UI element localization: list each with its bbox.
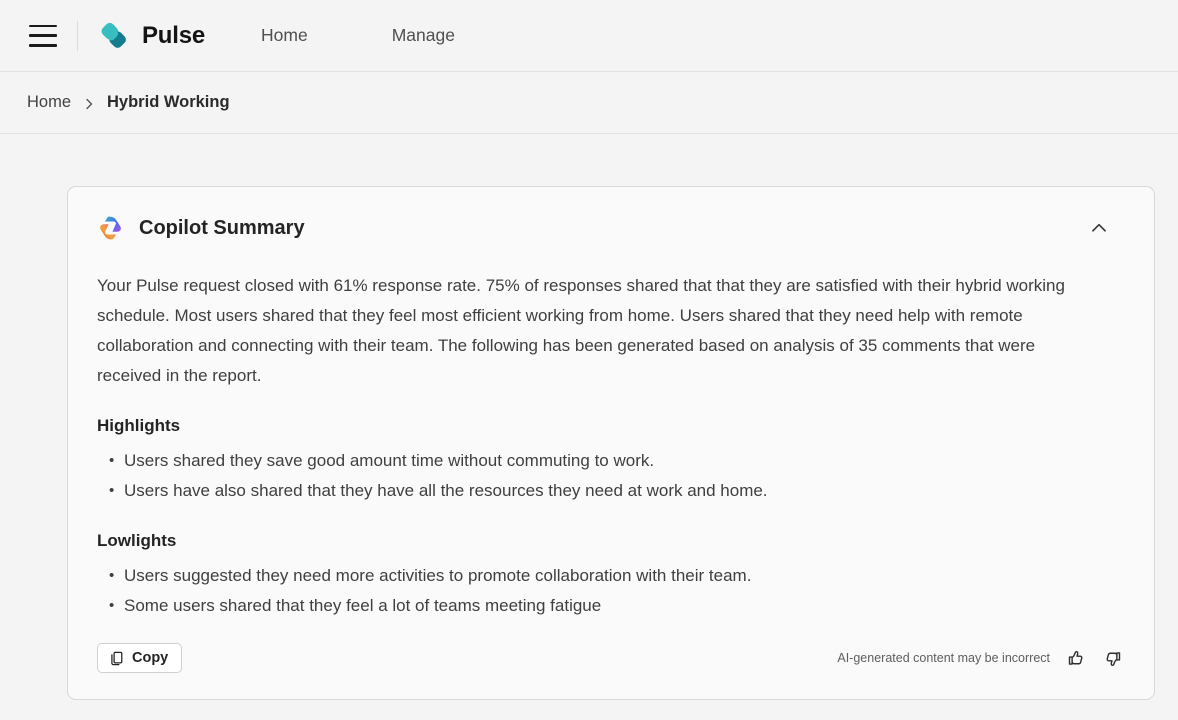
breadcrumb-home[interactable]: Home xyxy=(27,93,72,111)
copy-button-label: Copy xyxy=(132,650,169,666)
collapse-button[interactable] xyxy=(1082,211,1116,245)
thumbs-down-button[interactable] xyxy=(1098,644,1126,672)
chevron-up-icon xyxy=(1088,217,1110,239)
app-logo[interactable] xyxy=(96,18,205,54)
app-name: Pulse xyxy=(142,21,206,49)
topbar-divider xyxy=(77,21,78,51)
summary-paragraph: Your Pulse request closed with 61% response rate. 75% of responses shared that that they are satisfied with their hybrid working schedule. Most users shared that they feel most efficient working from home. Users shared that they need help with remote collaboration and connecting with their team. The following has been generated based on analysis of 35 comments that were received in the report. xyxy=(97,276,1065,385)
main-content xyxy=(0,134,1178,700)
lowlights-heading: Lowlights xyxy=(97,531,177,550)
ai-disclaimer-text: AI-generated content may be incorrect xyxy=(837,651,1050,665)
thumbs-down-icon xyxy=(1102,648,1123,669)
thumbs-up-icon xyxy=(1066,648,1087,669)
hamburger-menu-button[interactable] xyxy=(27,22,61,50)
breadcrumb-current-page: Hybrid Working xyxy=(107,93,230,111)
lowlights-list xyxy=(97,561,1126,621)
hamburger-icon xyxy=(29,25,57,28)
footer-right xyxy=(837,644,1126,672)
pulse-logo-icon xyxy=(96,18,132,54)
top-nav-bar xyxy=(0,0,1178,72)
card-footer xyxy=(97,643,1126,673)
copilot-summary-card xyxy=(67,186,1155,700)
lowlight-item: • Some users shared that they feel a lot of teams meeting fatigue xyxy=(97,591,1126,621)
copilot-icon xyxy=(97,215,124,241)
card-title: Copilot Summary xyxy=(139,216,305,239)
highlights-heading: Highlights xyxy=(97,416,181,435)
card-header xyxy=(97,211,1126,245)
nav-home[interactable]: Home xyxy=(261,25,308,45)
thumbs-up-button[interactable] xyxy=(1062,644,1090,672)
highlight-item: • Users have also shared that they have all the resources they need at work and home. xyxy=(97,476,1126,506)
nav-manage[interactable]: Manage xyxy=(391,25,455,45)
copy-button[interactable] xyxy=(97,643,182,673)
highlights-list xyxy=(97,446,1126,506)
highlight-item: • Users shared they save good amount time without commuting to work. xyxy=(97,446,1126,476)
breadcrumb xyxy=(0,72,1178,134)
primary-nav xyxy=(261,25,455,46)
lowlight-item: • Users suggested they need more activities to promote collaboration with their team. xyxy=(97,561,1126,591)
copy-icon xyxy=(108,650,125,667)
chevron-right-icon xyxy=(83,98,95,110)
